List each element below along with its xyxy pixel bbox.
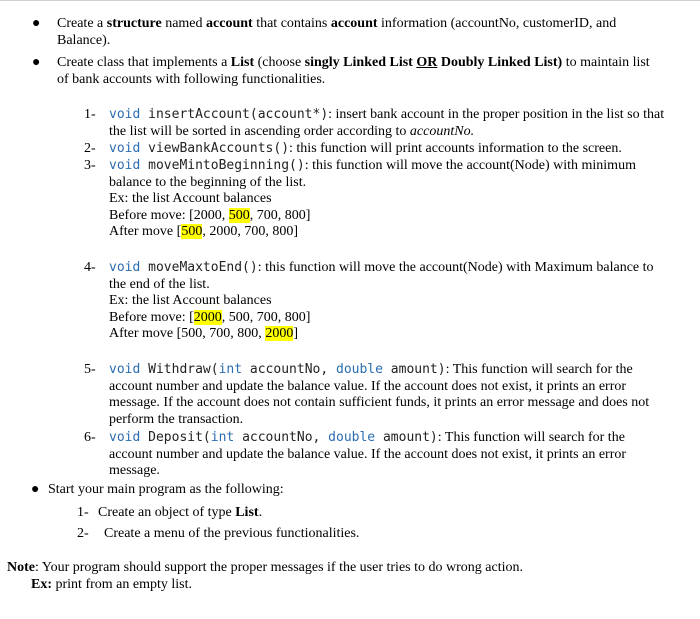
item-number: 1-	[77, 505, 89, 520]
after-move-max: After move [500, 700, 800, 2000]	[109, 326, 298, 341]
item-move-min: void moveMintoBeginning(): this function will move the account(Node) with minimum balance to the beginning of the list. Ex: the list Account balances Before move: [2000, 500, 700, 800] After move [500, 2000, 700, 800]	[109, 158, 699, 241]
item-deposit: void Deposit(int accountNo, double amount): This function will search for the account number and update the balance value. If the account does not exist, it prints an error message.	[109, 430, 627, 478]
before-move-max: Before move: [2000, 500, 700, 800]	[109, 309, 311, 325]
item-number: 6-	[84, 430, 96, 445]
before-move-min: Before move: [2000, 500, 700, 800]	[109, 207, 311, 223]
top-border	[0, 0, 700, 1]
item-number: 5-	[84, 362, 96, 377]
main-item-create-object: Create an object of type List.	[98, 505, 263, 520]
item-move-max: void moveMaxtoEnd(): this function will move the account(Node) with Maximum balance to the end of the list. Ex: the list Account balances Before move: [2000, 500, 700, 800] After move [500, 700, 800, 2000]	[109, 260, 699, 343]
bullet-class: Create class that implements a List (choose singly Linked List OR Doubly Linked List) to maintain list of bank accounts with following functionalities.	[57, 55, 650, 87]
bullet-main-program: Start your main program as the following:	[48, 482, 284, 497]
item-number: 2-	[77, 526, 89, 541]
item-number: 4-	[84, 260, 96, 275]
item-view-accounts: void viewBankAccounts(): this function will print accounts information to the screen.	[109, 141, 622, 156]
item-withdraw: void Withdraw(int accountNo, double amount): This function will search for the account number and update the balance value. If the account does not exist, it prints an error message. If the account does not contain sufficient funds, it prints an error message and does not perform the transaction.	[109, 362, 650, 427]
bullet-icon: ●	[31, 482, 40, 497]
bullet-icon: ●	[32, 16, 41, 31]
item-number: 1-	[84, 107, 96, 122]
item-insert-account: void insertAccount(account*): insert bank account in the proper position in the list so that the list will be sorted in ascending order according to accountNo.	[109, 107, 665, 139]
bullet-icon: ●	[32, 55, 41, 70]
main-item-create-menu: Create a menu of the previous functionalities.	[104, 526, 360, 541]
bullet-structure: Create a structure named account that contains account information (accountNo, customerID, and Balance).	[57, 16, 617, 48]
note: Note: Your program should support the proper messages if the user tries to do wrong action. Ex: print from an empty list.	[7, 560, 523, 592]
item-number: 3-	[84, 158, 96, 173]
item-number: 2-	[84, 141, 96, 156]
after-move-min: After move [500, 2000, 700, 800]	[109, 224, 298, 239]
